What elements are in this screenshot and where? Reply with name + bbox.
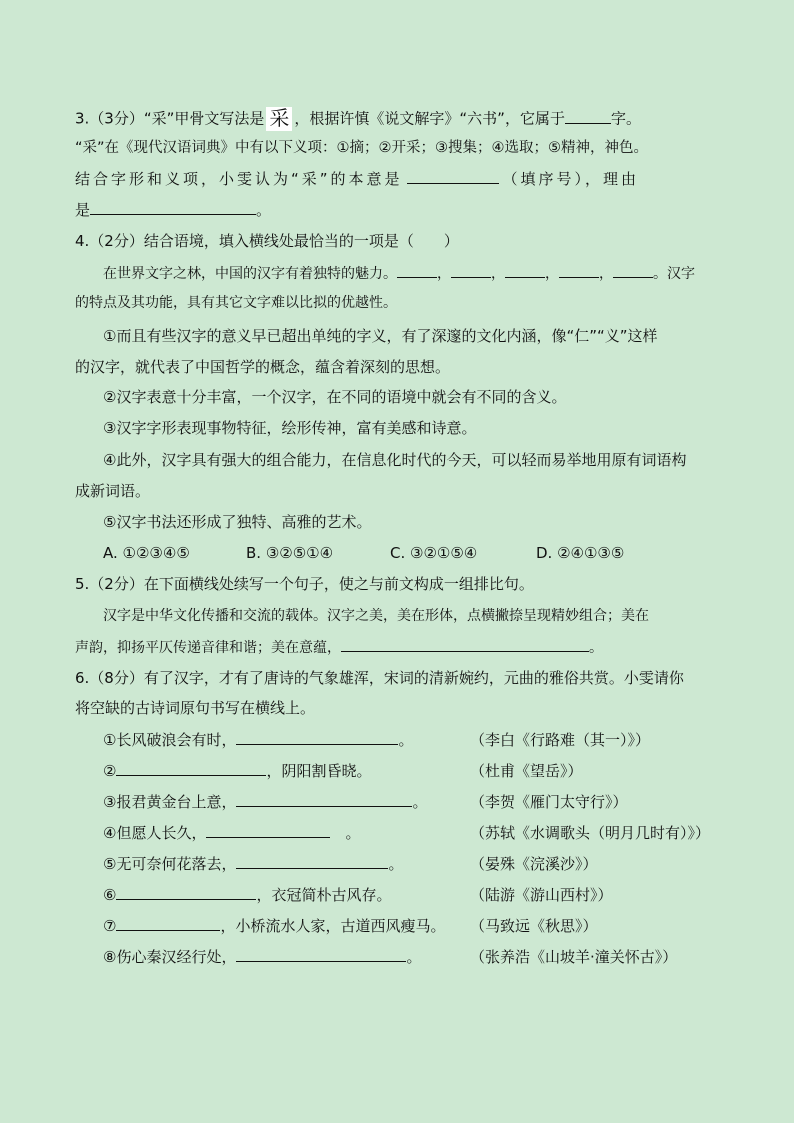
q4-option-d[interactable]: D. ②④①③⑤ <box>536 544 625 562</box>
q4-sentence-4-line2: 成新词语。 <box>75 482 151 500</box>
q3-line4-b: 。 <box>256 201 272 219</box>
q4-sentence-1-line2: 的汉字，就代表了中国哲学的概念，蕴含着深刻的思想。 <box>75 358 451 376</box>
q4-sentence-4-line1: ④此外，汉字具有强大的组合能力，在信息化时代的今天，可以轻而易举地用原有词语构 <box>103 451 687 469</box>
q4-option-c[interactable]: C. ③②①⑤④ <box>390 544 478 562</box>
q6-blank-6[interactable] <box>116 884 256 900</box>
q6-blank-5[interactable] <box>236 853 388 869</box>
q5-stem: 5.（2分）在下面横线处续写一个句子，使之与前文构成一组排比句。 <box>75 575 534 593</box>
q3-line3 <box>75 168 639 190</box>
q6-source-4: （苏轼《水调歌头（明月几时有）》） <box>470 824 711 842</box>
q4-blank-5[interactable] <box>613 262 653 278</box>
q4-sentence-1-line1: ①而且有些汉字的意义早已超出单纯的字义，有了深邃的文化内涵，像“仁”“义”这样 <box>103 327 658 345</box>
q6-item-2: ② ，阴阳割昏晓。 <box>103 762 372 780</box>
q6-stem-line1: 6.（8分）有了汉字，才有了唐诗的气象雄浑，宋词的清新婉约，元曲的雅俗共赏。小雯请你 <box>75 669 684 687</box>
q6-source-2: （杜甫《望岳》） <box>470 762 583 780</box>
q3-blank-3[interactable] <box>90 199 256 215</box>
q4-option-a[interactable]: A. ①②③④⑤ <box>103 544 190 562</box>
q6-source-1: （李白《行路难（其一）》） <box>470 731 651 749</box>
q6-source-7: （马致远《秋思》） <box>470 917 598 935</box>
q6-blank-2[interactable] <box>116 760 266 776</box>
q5-passage-line1: 汉字是中华文化传播和交流的载体。汉字之美，美在形体，点横撇捺呈现精妙组合；美在 <box>103 608 649 624</box>
q3-blank-1[interactable] <box>565 108 611 124</box>
q4-blank-1[interactable] <box>397 262 437 278</box>
q3-line4 <box>75 199 271 221</box>
q4-option-b[interactable]: B. ③②⑤①④ <box>246 544 334 562</box>
oracle-bone-glyph-image: 采 <box>266 107 292 131</box>
q3-line1 <box>75 107 641 131</box>
q3-line1-a: 3.（3分）“采”甲骨文写法是 <box>75 109 265 128</box>
q6-item-4: ④但愿人长久， 。 <box>103 824 361 842</box>
q4-blank-2[interactable] <box>451 262 491 278</box>
q4-passage-line2: 的特点及其功能，具有其它文字难以比拟的优越性。 <box>75 295 397 311</box>
q6-source-3: （李贺《雁门太守行》） <box>470 793 628 811</box>
q4-sentence-3: ③汉字字形表现事物特征，绘形传神，富有美感和诗意。 <box>103 419 477 437</box>
q6-source-8: （张养浩《山坡羊·潼关怀古》） <box>470 948 678 966</box>
q4-passage1-b: 。汉字 <box>653 266 695 282</box>
q3-line1-c: 字。 <box>610 109 641 128</box>
q5-passage2-a: 声韵，抑扬平仄传递音律和谐；美在意蕴， <box>75 640 341 656</box>
q6-blank-4[interactable] <box>206 822 330 838</box>
q6-blank-1[interactable] <box>236 729 398 745</box>
q6-blank-8[interactable] <box>236 946 406 962</box>
q6-item-7: ⑦ ，小桥流水人家，古道西风瘦马。 <box>103 917 446 935</box>
q6-item-3: ③报君黄金台上意， 。 <box>103 793 428 811</box>
q6-item-1: ①长风破浪会有时， 。 <box>103 731 414 749</box>
q3-line3-b: （填序号），理由 <box>502 170 640 188</box>
q3-line1-b: ，根据许慎《说文解字》“六书”，它属于 <box>294 109 565 128</box>
q6-item-8: ⑧伤心秦汉经行处， 。 <box>103 948 422 966</box>
q4-sentence-2: ②汉字表意十分丰富，一个汉字，在不同的语境中就会有不同的含义。 <box>103 388 567 406</box>
q5-passage2-b: 。 <box>589 640 603 656</box>
q4-blank-4[interactable] <box>559 262 599 278</box>
q4-blank-3[interactable] <box>505 262 545 278</box>
q4-stem: 4.（2分）结合语境，填入横线处最恰当的一项是（ ） <box>75 232 459 250</box>
q3-blank-2[interactable] <box>407 168 499 184</box>
q6-blank-7[interactable] <box>116 915 220 931</box>
q6-item-6: ⑥ ，衣冠简朴古风存。 <box>103 886 392 904</box>
q6-item-5: ⑤无可奈何花落去， 。 <box>103 855 404 873</box>
q3-line2: “采”在《现代汉语词典》中有以下义项：①摘；②开采；③搜集；④选取；⑤精神，神色。 <box>75 140 649 156</box>
q4-passage1-a: 在世界文字之林，中国的汉字有着独特的魅力。 <box>103 266 397 282</box>
q3-line4-a: 是 <box>75 201 91 219</box>
q6-blank-3[interactable] <box>236 791 412 807</box>
q4-passage-line1: 在世界文字之林，中国的汉字有着独特的魅力。 ， ， ， ， 。汉字 <box>103 262 695 285</box>
q4-sentence-5: ⑤汉字书法还形成了独特、高雅的艺术。 <box>103 513 372 531</box>
q5-blank[interactable] <box>341 636 589 652</box>
q3-line3-a: 结合字形和义项，小雯认为“采”的本意是 <box>75 170 403 188</box>
q6-source-5: （晏殊《浣溪沙》） <box>470 855 598 873</box>
q5-passage-line2 <box>75 636 603 659</box>
q6-stem-line2: 将空缺的古诗词原句书写在横线上。 <box>75 699 316 717</box>
q6-source-6: （陆游《游山西村》） <box>470 886 613 904</box>
